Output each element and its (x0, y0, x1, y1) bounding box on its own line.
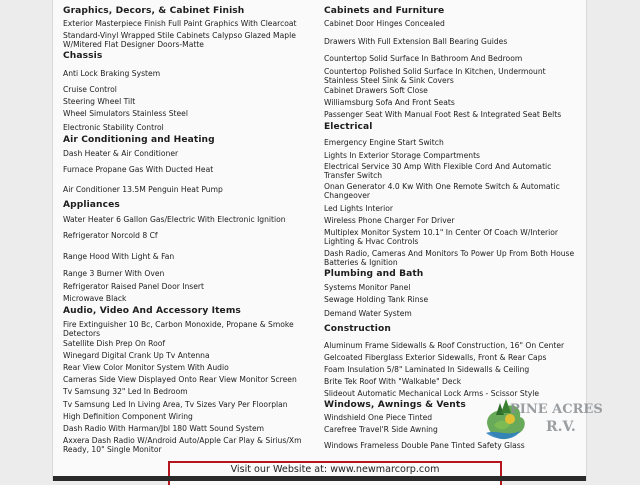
list-item: Microwave Black (63, 294, 127, 303)
list-item: Water Heater 6 Gallon Gas/Electric With Electronic Ignition (63, 215, 286, 224)
list-item: Aluminum Frame Sidewalls & Roof Construction, 16" On Center (324, 341, 565, 350)
list-item: Systems Monitor Panel (324, 283, 411, 292)
list-item: Standard-Vinyl Wrapped Stile Cabinets Calypso Glazed Maple W/Mitered Flat Designer Doors-Matte (63, 31, 296, 50)
list-item: Axxera Dash Radio W/Android Auto/Apple Car Play & Sirius/Xm Ready, 10" Single Monitor (63, 436, 302, 455)
bottom-strip (53, 476, 586, 481)
list-item: Cruise Control (63, 85, 117, 94)
list-item: Rear View Color Monitor System With Audio (63, 363, 229, 372)
dealer-logo (480, 389, 603, 449)
list-item: Wireless Phone Charger For Driver (324, 216, 455, 225)
section-heading-audio-video: Audio, Video And Accessory Items (63, 306, 241, 316)
list-item: Dash Radio With Harman/Jbl 180 Watt Sound System (63, 424, 265, 433)
list-item: Onan Generator 4.0 Kw With One Remote Switch & Automatic Changeover (324, 182, 560, 201)
logo-line2: R.V. (546, 419, 576, 435)
list-item: Lights In Exterior Storage Compartments (324, 151, 481, 160)
website-link[interactable]: Visit our Website at: www.newmarcorp.com (230, 464, 440, 475)
list-item: Foam Insulation 5/8" Laminated In Sidewalls & Ceiling (324, 365, 530, 374)
list-item: Anti Lock Braking System (63, 69, 161, 78)
list-item: Slideout Automatic Mechanical Lock Arms - Scissor Style (324, 389, 539, 398)
section-heading-electrical: Electrical (324, 122, 373, 132)
pine-tree-logo-icon (480, 389, 603, 449)
list-item: Air Conditioner 13.5M Penguin Heat Pump (63, 185, 223, 194)
section-heading-construction: Construction (324, 324, 391, 334)
list-item: Refrigerator Raised Panel Door Insert (63, 282, 205, 291)
list-item: Windshield One Piece Tinted (324, 413, 433, 422)
list-item: Satellite Dish Prep On Roof (63, 339, 166, 348)
list-item: Furnace Propane Gas With Ducted Heat (63, 165, 214, 174)
list-item: Dash Heater & Air Conditioner (63, 149, 179, 158)
list-item: Fire Extinguisher 10 Bc, Carbon Monoxide, Propane & Smoke Detectors (63, 320, 294, 339)
section-heading-air-conditioning: Air Conditioning and Heating (63, 135, 215, 145)
list-item: Sewage Holding Tank Rinse (324, 295, 429, 304)
list-item: Countertop Solid Surface In Bathroom And Bedroom (324, 54, 523, 63)
section-heading-graphics: Graphics, Decors, & Cabinet Finish (63, 6, 245, 16)
section-heading-windows: Windows, Awnings & Vents (324, 400, 466, 410)
list-item: Range Hood With Light & Fan (63, 252, 175, 261)
list-item: Electronic Stability Control (63, 123, 164, 132)
list-item: Tv Samsung Led In Living Area, Tv Sizes Vary Per Floorplan (63, 400, 288, 409)
list-item: High Definition Component Wiring (63, 412, 193, 421)
list-item: Wheel Simulators Stainless Steel (63, 109, 188, 118)
list-item: Williamsburg Sofa And Front Seats (324, 98, 455, 107)
list-item: Emergency Engine Start Switch (324, 138, 444, 147)
list-item: Tv Samsung 32" Led In Bedroom (63, 387, 188, 396)
list-item: Windows Frameless Double Pane Tinted Safety Glass (324, 441, 525, 450)
list-item: Drawers With Full Extension Ball Bearing Guides (324, 37, 508, 46)
list-item: Passenger Seat With Manual Foot Rest & Integrated Seat Belts (324, 110, 562, 119)
list-item: Carefree Travel'R Side Awning (324, 425, 438, 434)
list-item: Dash Radio, Cameras And Monitors To Power Up From Both House Batteries & Ignition (324, 249, 575, 268)
list-item: Cabinet Drawers Soft Close (324, 86, 428, 95)
list-item: Cabinet Door Hinges Concealed (324, 19, 445, 28)
logo-line1: PINE ACRES (510, 402, 603, 417)
list-item: Multiplex Monitor System 10.1" In Center Of Coach W/Interior Lighting & Hvac Controls (324, 228, 559, 247)
list-item: Countertop Polished Solid Surface In Kitchen, Undermount Stainless Steel Sink & Sink Covers (324, 67, 546, 86)
list-item: Brite Tek Roof With "Walkable" Deck (324, 377, 462, 386)
section-heading-cabinets: Cabinets and Furniture (324, 6, 445, 16)
section-heading-plumbing: Plumbing and Bath (324, 269, 424, 279)
list-item: Electrical Service 30 Amp With Flexible Cord And Automatic Transfer Switch (324, 162, 552, 181)
section-heading-appliances: Appliances (63, 200, 120, 210)
list-item: Refrigerator Norcold 8 Cf (63, 231, 158, 240)
website-footer-box (168, 461, 502, 485)
list-item: Gelcoated Fiberglass Exterior Sidewalls, Front & Rear Caps (324, 353, 547, 362)
list-item: Steering Wheel Tilt (63, 97, 136, 106)
section-heading-chassis: Chassis (63, 51, 103, 61)
list-item: Led Lights Interior (324, 204, 394, 213)
list-item: Cameras Side View Displayed Onto Rear View Monitor Screen (63, 375, 297, 384)
list-item: Exterior Masterpiece Finish Full Paint Graphics With Clearcoat (63, 19, 297, 28)
list-item: Range 3 Burner With Oven (63, 269, 165, 278)
list-item: Winegard Digital Crank Up Tv Antenna (63, 351, 210, 360)
list-item: Demand Water System (324, 309, 412, 318)
